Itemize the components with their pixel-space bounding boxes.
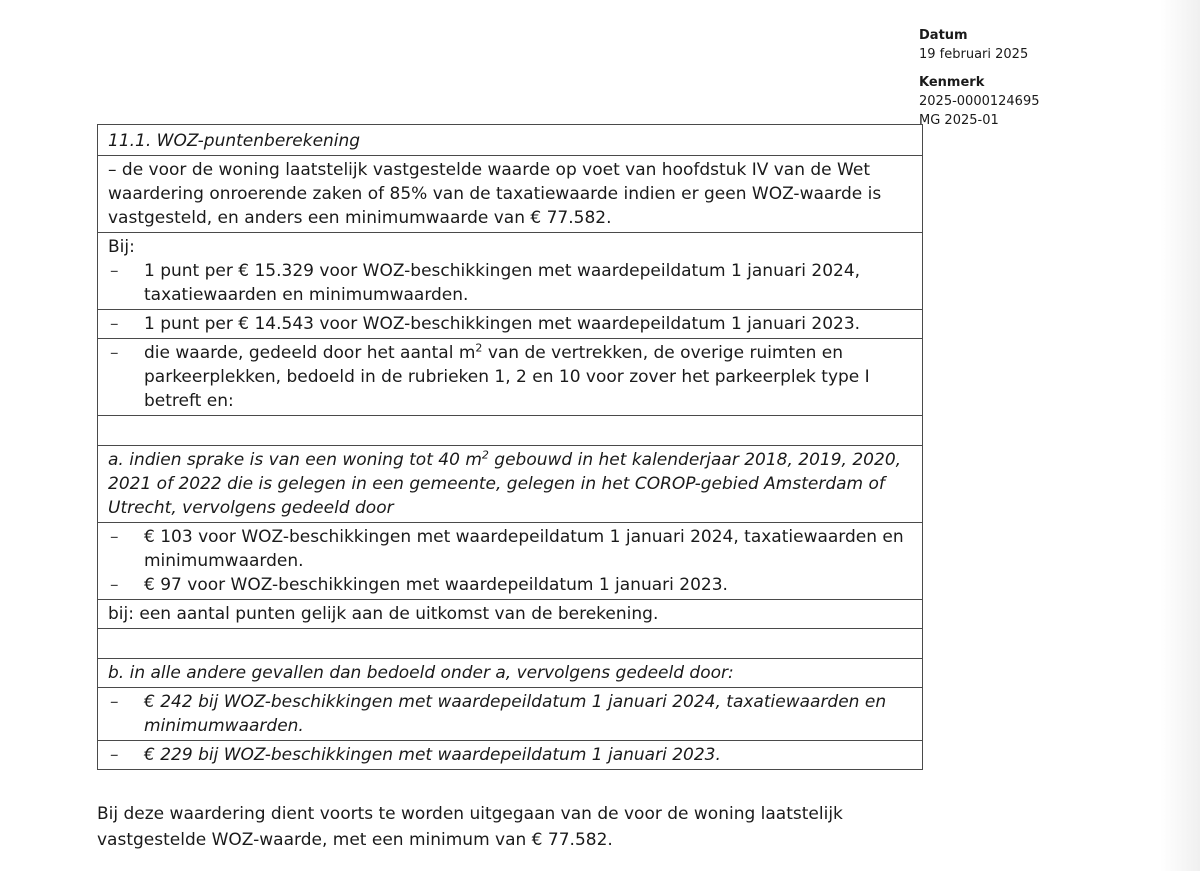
list-item (108, 259, 912, 307)
kenmerk-value-2: MG 2025-01 (919, 113, 999, 128)
dash-bullet: – (110, 261, 119, 281)
dash-bullet: – (110, 343, 119, 363)
dash-bullet: – (110, 314, 119, 334)
kenmerk-value-1: 2025-0000124695 (919, 94, 1040, 109)
list-item (108, 525, 912, 573)
case-b-item-2024: € 242 bij WOZ-beschikkingen met waardepeildatum 1 januari 2024, taxatiewaarden en minimumwaarden. (144, 692, 887, 736)
dash-bullet: – (110, 692, 119, 712)
list-item (108, 573, 912, 597)
dash-bullet: – (110, 575, 119, 595)
list-item (108, 341, 912, 413)
case-b-items-row (98, 687, 922, 740)
bij-item-2024: 1 punt per € 15.329 voor WOZ-beschikkingen met waardepeildatum 1 januari 2024, taxatiewaarden en minimumwaarden. (144, 261, 861, 305)
empty-row (98, 415, 922, 445)
case-b-heading: b. in alle andere gevallen dan bedoeld onder a, vervolgens gedeeld door: (98, 658, 922, 687)
case-a-item-2024: € 103 voor WOZ-beschikkingen met waardepeildatum 1 januari 2024, taxatiewaarden en minimumwaarden. (144, 527, 904, 571)
bij-row-2023 (98, 309, 922, 338)
case-b-items-row-2023 (98, 740, 922, 769)
bij-item-2023: 1 punt per € 14.543 voor WOZ-beschikkingen met waardepeildatum 1 januari 2023. (144, 314, 861, 334)
case-a-item-2023: € 97 voor WOZ-beschikkingen met waardepeildatum 1 januari 2023. (144, 575, 728, 595)
page-edge-shadow (1160, 0, 1200, 871)
list-item (108, 690, 912, 738)
datum-value: 19 februari 2025 (919, 47, 1029, 62)
case-a-row: a. indien sprake is van een woning tot 40 $m^2$ gebouwd in het kalenderjaar 2018, 2019, 2020, 2021 of 2022 die is gelegen in een gemeente, gelegen in het COROP-gebied Amsterdam of Utrecht, vervolgens gedeeld door (98, 445, 922, 522)
bij-result-row: bij: een aantal punten gelijk aan de uitkomst van de berekening. (98, 599, 922, 628)
footer-paragraph: Bij deze waardering dient voorts te worden uitgegaan van de voor de woning laatstelijk vastgestelde WOZ-waarde, met een minimum van € 77.582. (97, 804, 843, 850)
datum-label: Datum (919, 28, 968, 43)
woz-points-table (97, 124, 923, 770)
case-a-items-row (98, 522, 922, 599)
superscript: 2 (475, 341, 483, 355)
waarde-row (98, 338, 922, 415)
list-item (108, 743, 912, 767)
empty-row (98, 628, 922, 658)
bij-label: Bij: (108, 237, 135, 257)
waarde-item: die waarde, gedeeld door het aantal $m^2$ van de vertrekken, de overige ruimten en parkeerplekken, bedoeld in de rubrieken 1, 2 en 10 voor zover het parkeerplek type I betreft en: (144, 341, 870, 411)
intro-row: – de voor de woning laatstelijk vastgestelde waarde op voet van hoofdstuk IV van de Wet waardering onroerende zaken of 85% van de taxatiewaarde indien er geen WOZ-waarde is vastgesteld, en anders een minimumwaarde van € 77.582. (98, 155, 922, 232)
bij-row (98, 232, 922, 309)
table-title: 11.1. WOZ-puntenberekening (108, 131, 361, 151)
kenmerk-label: Kenmerk (919, 75, 985, 90)
dash-bullet: – (110, 745, 119, 765)
case-b-item-2023: € 229 bij WOZ-beschikkingen met waardepeildatum 1 januari 2023. (144, 745, 721, 765)
superscript: 2 (481, 448, 489, 462)
document-meta (919, 26, 1040, 130)
dash-bullet: – (110, 527, 119, 547)
list-item (108, 312, 912, 336)
